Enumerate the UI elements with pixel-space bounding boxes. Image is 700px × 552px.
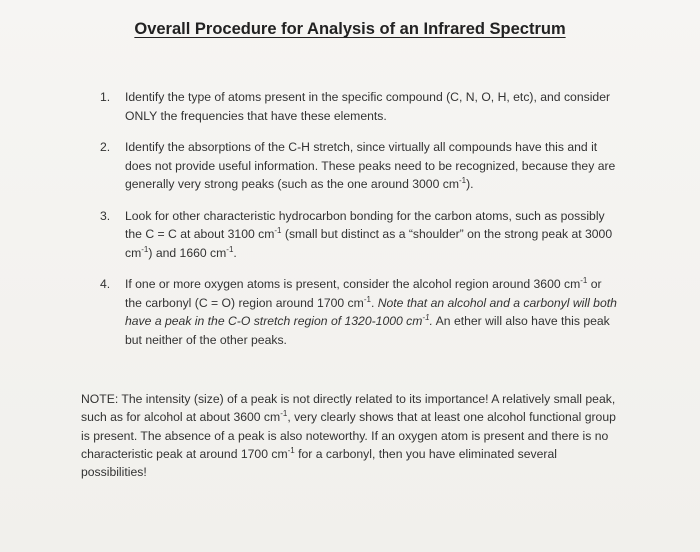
step-italic-text: . <box>429 314 433 328</box>
step-text: . <box>370 295 378 310</box>
step-number: 3. <box>100 208 111 223</box>
step-text: Identify the absorptions of the C-H stretch, since virtually all compounds have this and it does not provide useful information. These peaks need to be recognized, because they are generally very strong peaks (such as the one around 3000 cm <box>125 140 616 191</box>
procedure-step-1 <box>100 88 620 125</box>
superscript: -1 <box>280 409 288 419</box>
step-number: 2. <box>100 140 111 154</box>
procedure-step-2 <box>100 138 620 194</box>
superscript: -1 <box>274 226 282 235</box>
procedure-step-4 <box>100 275 620 349</box>
note-text: , very clearly shows that at least one alcohol functional group is present. The absence of a peak is also noteworthy. If an oxygen atom is present and there is no characteristic peak at around 1700 cm <box>81 410 616 461</box>
step-number: 4. <box>100 277 111 291</box>
step-text: ). <box>466 177 474 191</box>
superscript: -1 <box>226 244 234 254</box>
superscript: -1 <box>287 445 295 455</box>
step-text: (small but distinct as a “shoulder” on the strong peak at 3000 cm <box>125 227 613 260</box>
superscript: -1 <box>422 313 430 322</box>
note-paragraph <box>81 390 621 481</box>
step-number: 1. <box>100 90 111 104</box>
superscript: -1 <box>141 244 149 254</box>
superscript: -1 <box>363 294 371 304</box>
step-text: or the carbonyl (C = O) region around 1700 cm <box>125 277 602 310</box>
step-text: . <box>233 245 237 260</box>
step-text: Look for other characteristic hydrocarbon bonding for the carbon atoms, such as possibly the C = C at about 3100 cm <box>125 208 605 241</box>
procedure-steps-list <box>100 88 620 362</box>
note-text: for a carbonyl, then you have eliminated several possibilities! <box>81 446 557 480</box>
step-text: Identify the type of atoms present in the specific compound (C, N, O, H, etc), and consider ONLY the frequencies that have these elements. <box>125 90 611 123</box>
step-italic-text: Note that an alcohol and a carbonyl will both have a peak in the C-O stretch region of 1320-1000 cm <box>125 295 617 328</box>
superscript: -1 <box>459 176 467 185</box>
step-text: An ether will also have this peak but neither of the other peaks. <box>125 314 610 347</box>
page-title: Overall Procedure for Analysis of an Infrared Spectrum <box>134 20 566 38</box>
superscript: -1 <box>580 276 588 285</box>
procedure-step-3 <box>100 207 620 263</box>
note-text: NOTE: The intensity (size) of a peak is not directly related to its importance! A relatively small peak, such as for alcohol at about 3600 cm <box>81 392 616 425</box>
step-text: ) and 1660 cm <box>148 245 227 260</box>
step-text: If one or more oxygen atoms is present, consider the alcohol region around 3600 cm <box>125 277 581 291</box>
